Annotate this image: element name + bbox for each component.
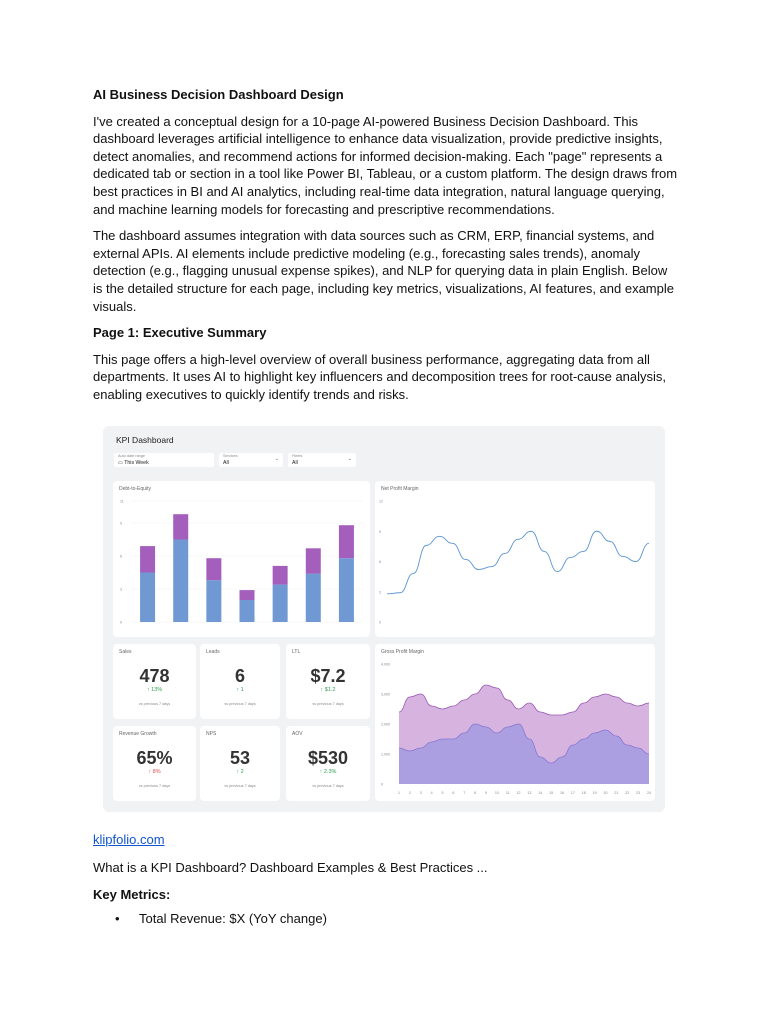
source-caption: What is a KPI Dashboard? Dashboard Examples & Best Practices ... (93, 859, 488, 875)
kpi-title: Sales (119, 649, 132, 655)
filter-label: Services (223, 454, 238, 458)
x-tick-label: 23 (636, 791, 641, 795)
kpi-value: 53 (229, 748, 251, 768)
kpi-card-revenue-growth (113, 726, 196, 801)
x-tick-label: 1 (398, 791, 400, 795)
y-tick-label: 0 (379, 620, 381, 625)
y-tick-label: 3 (120, 587, 122, 592)
kpi-title: Leads (206, 649, 220, 655)
kpi-footnote: vs previous 7 days (312, 784, 344, 788)
y-tick-label: 0 (381, 782, 383, 787)
kpi-card-aov (286, 726, 370, 801)
kpi-card-ltl (286, 644, 370, 719)
document-body (93, 86, 678, 413)
y-tick-label: 12 (379, 499, 383, 504)
x-tick-label: 5 (441, 791, 444, 795)
debt-to-equity-card (113, 481, 370, 637)
x-tick-label: 22 (625, 791, 630, 795)
x-tick-label: 20 (603, 791, 608, 795)
x-tick-label: 9 (484, 791, 487, 795)
x-tick-label: 10 (494, 791, 499, 795)
bar-base (206, 580, 221, 622)
kpi-delta: ↑ 1 (236, 687, 244, 693)
net-profit-margin-card (375, 481, 655, 637)
list-item (93, 910, 678, 928)
kpi-delta: ↑ 2 (236, 769, 244, 775)
bar-top (240, 590, 255, 600)
list-item-text: Total Revenue: $X (YoY change) (139, 910, 327, 926)
x-tick-label: 19 (592, 791, 597, 795)
key-metrics-heading: Key Metrics: (93, 887, 171, 903)
kpi-title: AOV (292, 731, 303, 737)
bar-top (273, 566, 288, 585)
page1-heading: Page 1: Executive Summary (93, 325, 267, 341)
x-tick-label: 2 (408, 791, 411, 795)
x-tick-label: 4 (430, 791, 433, 795)
kpi-value: 6 (234, 666, 245, 686)
bar-top (339, 525, 354, 558)
bar-base (173, 540, 188, 623)
chart-title: Debt-to-Equity (119, 486, 151, 492)
kpi-value: $530 (307, 748, 349, 768)
x-tick-label: 14 (538, 791, 543, 795)
kpi-value: 478 (139, 666, 170, 686)
kpi-dashboard-image (103, 426, 665, 812)
kpi-footnote: vs previous 7 days (224, 784, 256, 788)
chart-title: Net Profit Margin (381, 486, 419, 492)
bar-base (240, 600, 255, 622)
gross-profit-margin-chart (375, 644, 655, 801)
x-tick-label: 13 (527, 791, 532, 795)
kpi-card-leads (200, 644, 280, 719)
x-tick-label: 11 (505, 791, 510, 795)
chevron-down-icon: ⌄ (274, 456, 279, 462)
kpi-title: LTL (292, 649, 301, 655)
x-tick-label: 3 (419, 791, 422, 795)
filter-label: Auto date range (118, 454, 146, 458)
filter-value-text: This Week (124, 460, 149, 466)
series-line (387, 531, 649, 594)
kpi-title: NPS (206, 731, 217, 737)
gross-profit-margin-card (375, 644, 655, 801)
kpi-delta: ↑ 13% (146, 687, 163, 693)
kpi-footnote: vs previous 7 days (312, 702, 344, 706)
x-tick-label: 12 (516, 791, 521, 795)
x-tick-label: 16 (560, 791, 565, 795)
filter-services[interactable] (219, 453, 283, 467)
integration-paragraph: The dashboard assumes integration with data sources such as CRM, ERP, financial systems, and external APIs. AI elements include predictive modeling (e.g., forecasting sales trends), anomaly detection (e.g., flagging unusual expense spikes), and NLP for querying data in plain English. Below is the detailed structure for each page, including key metrics, visualizations, AI features, and example visuals. (93, 228, 674, 314)
x-tick-label: 17 (570, 791, 575, 795)
bar-top (306, 548, 321, 573)
chevron-down-icon: ⌄ (347, 456, 352, 462)
debt-to-equity-chart (113, 481, 370, 637)
kpi-card-nps (200, 726, 280, 801)
filter-fleets[interactable] (288, 453, 356, 467)
y-tick-label: 11 (120, 499, 124, 504)
calendar-icon: ▭ (118, 460, 125, 466)
y-tick-label: 4,000 (381, 662, 390, 667)
kpi-footnote: vs previous 7 days (138, 784, 171, 788)
x-tick-label: 15 (549, 791, 554, 795)
x-tick-label: 7 (463, 791, 466, 795)
y-tick-label: 3 (379, 590, 381, 595)
x-tick-label: 6 (452, 791, 455, 795)
x-tick-label: 21 (614, 791, 619, 795)
net-profit-margin-chart (375, 481, 655, 637)
filter-value: All (292, 460, 298, 466)
kpi-delta: ↑ $1.2 (320, 687, 336, 693)
intro-paragraph: I've created a conceptual design for a 10-page AI-powered Business Decision Dashboard. This dashboard leverages artificial intelligence to enhance data visualization, provide predictive insights, detect anomalies, and recommend actions for informed decision-making. Each "page" represents a dedicated tab or section in a tool like Power BI, Tableau, or a custom platform. The design draws from best practices in BI and AI analytics, including real-time data integration, natural language querying, and machine learning models for forecasting and prescriptive recommendations. (93, 113, 678, 217)
bar-base (306, 574, 321, 622)
kpi-value: $7.2 (310, 666, 346, 686)
y-tick-label: 3,000 (381, 692, 390, 697)
y-tick-label: 2,000 (381, 722, 390, 727)
bar-base (339, 558, 354, 622)
bar-top (140, 546, 155, 572)
filter-value: All (223, 460, 229, 466)
chart-title: Gross Profit Margin (381, 649, 425, 655)
y-tick-label: 9 (379, 529, 381, 534)
filter-label: Fleets (292, 454, 303, 458)
x-tick-label: 24 (647, 791, 651, 795)
bar-top (173, 514, 188, 539)
kpi-footnote: vs previous 7 days (138, 702, 171, 706)
kpi-title: Revenue Growth (119, 731, 157, 737)
y-tick-label: 6 (379, 560, 381, 564)
bar-top (206, 558, 221, 580)
filter-date-range[interactable] (114, 453, 214, 467)
y-tick-label: 9 (120, 521, 122, 526)
bullet-icon: • (115, 910, 120, 926)
y-tick-label: 0 (120, 620, 122, 625)
kpi-delta: ↑ 2.3% (319, 769, 337, 775)
filter-value (118, 460, 149, 466)
bar-base (140, 573, 155, 623)
y-tick-label: 6 (120, 554, 122, 559)
source-link[interactable]: klipfolio.com (93, 832, 165, 847)
x-tick-label: 8 (474, 791, 477, 795)
dashboard-title: KPI Dashboard (116, 435, 174, 445)
kpi-delta: ↑ 8% (148, 769, 161, 775)
doc-title: AI Business Decision Dashboard Design (93, 87, 344, 102)
y-tick-label: 1,000 (381, 752, 390, 757)
bar-base (273, 585, 288, 622)
kpi-value: 65% (136, 748, 173, 768)
kpi-card-sales (113, 644, 196, 719)
kpi-footnote: vs previous 7 days (224, 702, 256, 706)
document-tail (93, 831, 678, 927)
x-tick-label: 18 (581, 791, 586, 795)
page1-paragraph: This page offers a high-level overview of overall business performance, aggregating data from all departments. It uses AI to highlight key influencers and decomposition trees for root-cause analysis, enabling executives to quickly identify trends and risks. (93, 351, 667, 402)
